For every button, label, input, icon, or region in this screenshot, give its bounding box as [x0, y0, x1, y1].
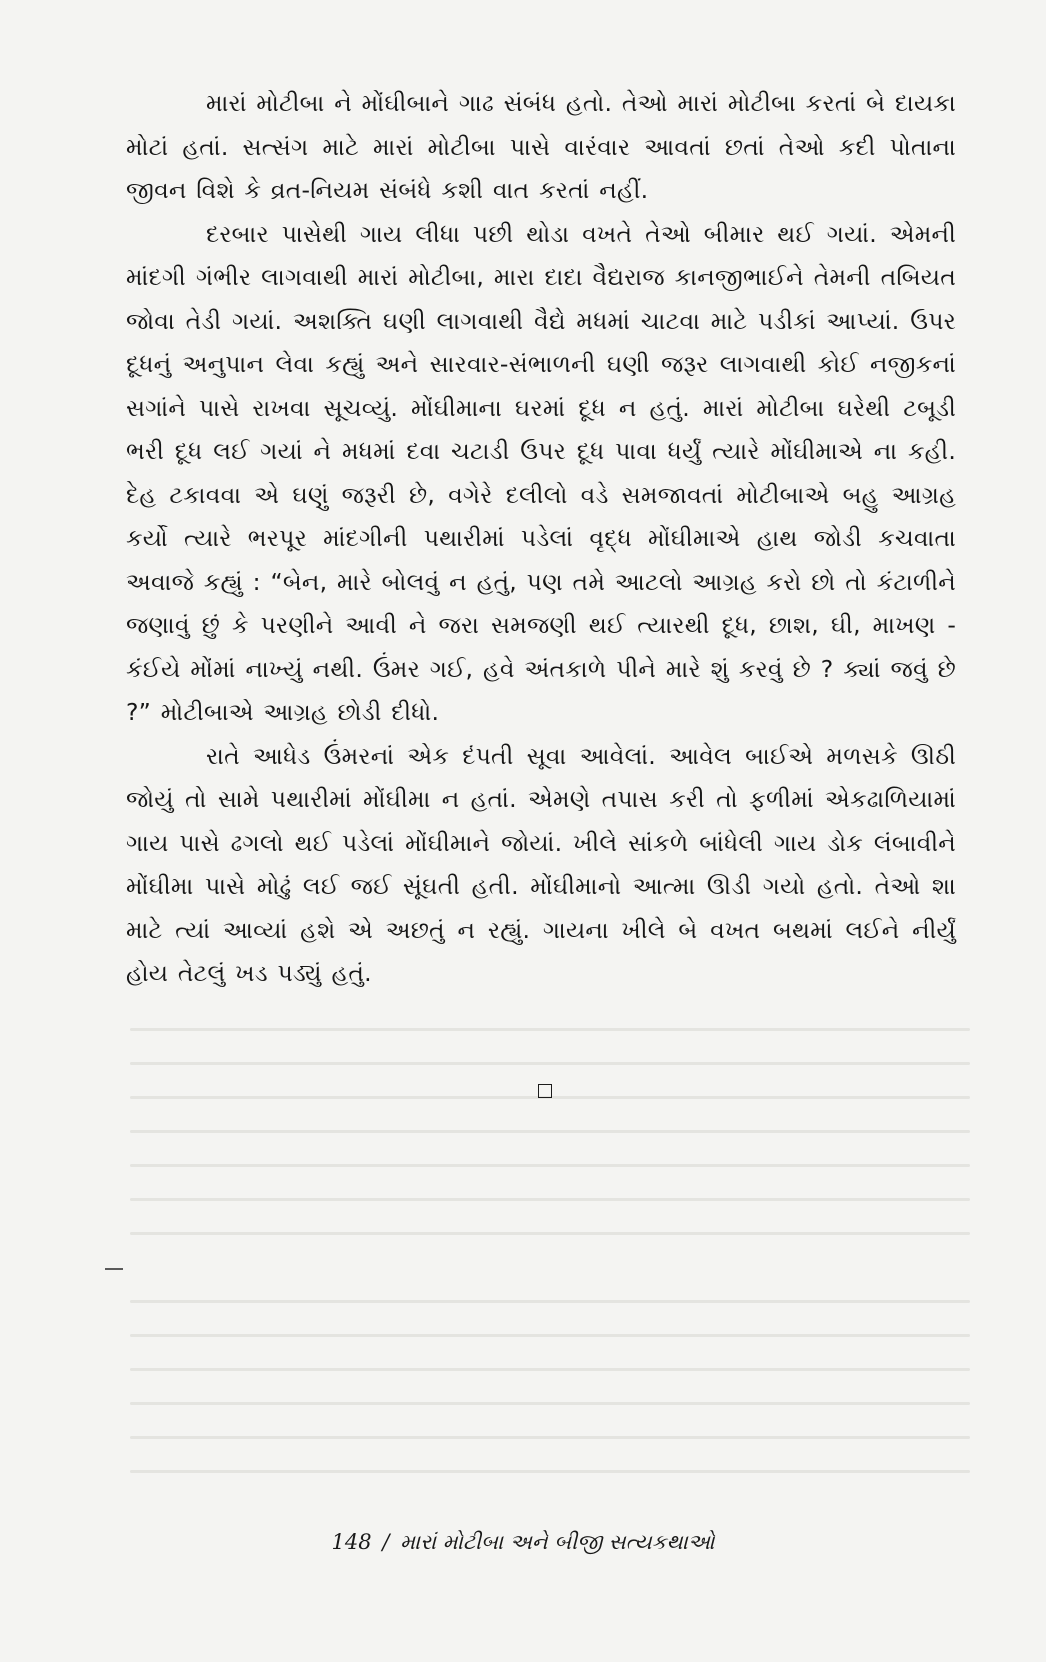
show-through-line — [130, 1436, 970, 1439]
show-through-line — [130, 1470, 970, 1473]
show-through-line — [130, 1028, 970, 1031]
show-through-line — [130, 1300, 970, 1303]
hollow-square-icon — [538, 1084, 552, 1098]
show-through-line — [130, 1062, 970, 1065]
body-text — [126, 82, 956, 996]
show-through-line — [130, 1232, 970, 1235]
show-through-line — [130, 1130, 970, 1133]
page-number: 148 — [331, 1530, 372, 1554]
stray-ink-mark — [105, 1268, 123, 1270]
footer-separator: / — [382, 1530, 390, 1554]
show-through-line — [130, 1334, 970, 1337]
show-through-line — [130, 1164, 970, 1167]
paragraph: મારાં મોટીબા ને મોંઘીબાને ગાઢ સંબંધ હતો. તેઓ મારાં મોટીબા કરતાં બે દાયકા મોટાં હતાં. સત્સંગ માટે મારાં મોટીબા પાસે વારંવાર આવતાં છતાં તેઓ કદી પોતાના જીવન વિશે કે વ્રત-નિયમ સંબંધે કશી વાત કરતાં નહીં. — [126, 89, 956, 204]
paragraph: દરબાર પાસેથી ગાય લીધા પછી થોડા વખતે તેઓ બીમાર થઈ ગયાં. એમની માંદગી ગંભીર લાગવાથી મારાં મોટીબા, મારા દાદા વૈદ્યરાજ કાનજીભાઈને તેમની તબિયત જોવા તેડી ગયાં. અશક્તિ ઘણી લાગવાથી વૈદ્યે મધમાં ચાટવા માટે પડીકાં આપ્યાં. ઉપર દૂધનું અનુપાન લેવા કહ્યું અને સારવાર-સંભાળની ઘણી જરૂર લાગવાથી કોઈ નજીકનાં સગાંને પાસે રાખવા સૂચવ્યું. મોંઘીમાના ઘરમાં દૂધ ન હતું. મારાં મોટીબા ઘરેથી ટબૂડી ભરી દૂધ લઈ ગયાં ને મધમાં દવા ચટાડી ઉપર દૂધ પાવા ધર્યું ત્યારે મોંઘીમાએ ના કહી. દેહ ટકાવવા એ ઘણું જરૂરી છે, વગેરે દલીલો વડે સમજાવતાં મોટીબાએ બહુ આગ્રહ કર્યો ત્યારે ભરપૂર માંદગીની પથારીમાં પડેલાં વૃદ્ધ મોંઘીમાએ હાથ જોડી કચવાતા અવાજે કહ્યું : “બેન, મારે બોલવું ન હતું, પણ તમે આટલો આગ્રહ કરો છો તો કંટાળીને જણાવું છું કે પરણીને આવી ને જરા સમજણી થઈ ત્યારથી દૂધ, છાશ, ઘી, માખણ - કંઈયે મોંમાં નાખ્યું નથી. ઉંમર ગઈ, હવે અંતકાળે પીને મારે શું કરવું છે ? ક્યાં જવું છે ?” મોટીબાએ આગ્રહ છોડી દીધો. — [126, 219, 956, 726]
show-through-line — [130, 1368, 970, 1371]
paragraph: રાતે આધેડ ઉંમરનાં એક દંપતી સૂવા આવેલાં. આવેલ બાઈએ મળસકે ઊઠી જોયું તો સામે પથારીમાં મોંઘીમા ન હતાં. એમણે તપાસ કરી તો ફળીમાં એકઢાળિયામાં ગાય પાસે ઢગલો થઈ પડેલાં મોંઘીમાને જોયાં. ખીલે સાંકળે બાંધેલી ગાય ડોક લંબાવીને મોંઘીમા પાસે મોઢું લઈ જઈ સૂંઘતી હતી. મોંઘીમાનો આત્મા ઊડી ગયો હતો. તેઓ શા માટે ત્યાં આવ્યાં હશે એ અછતું ન રહ્યું. ગાયના ખીલે બે વખત બથમાં લઈને નીર્યું હોય તેટલું ખડ પડ્યું હતું. — [126, 741, 956, 987]
show-through-line — [130, 1402, 970, 1405]
show-through-line — [130, 1198, 970, 1201]
book-title: મારાં મોટીબા અને બીજી સત્યકથાઓ — [400, 1530, 715, 1554]
page-footer — [0, 1530, 1046, 1555]
